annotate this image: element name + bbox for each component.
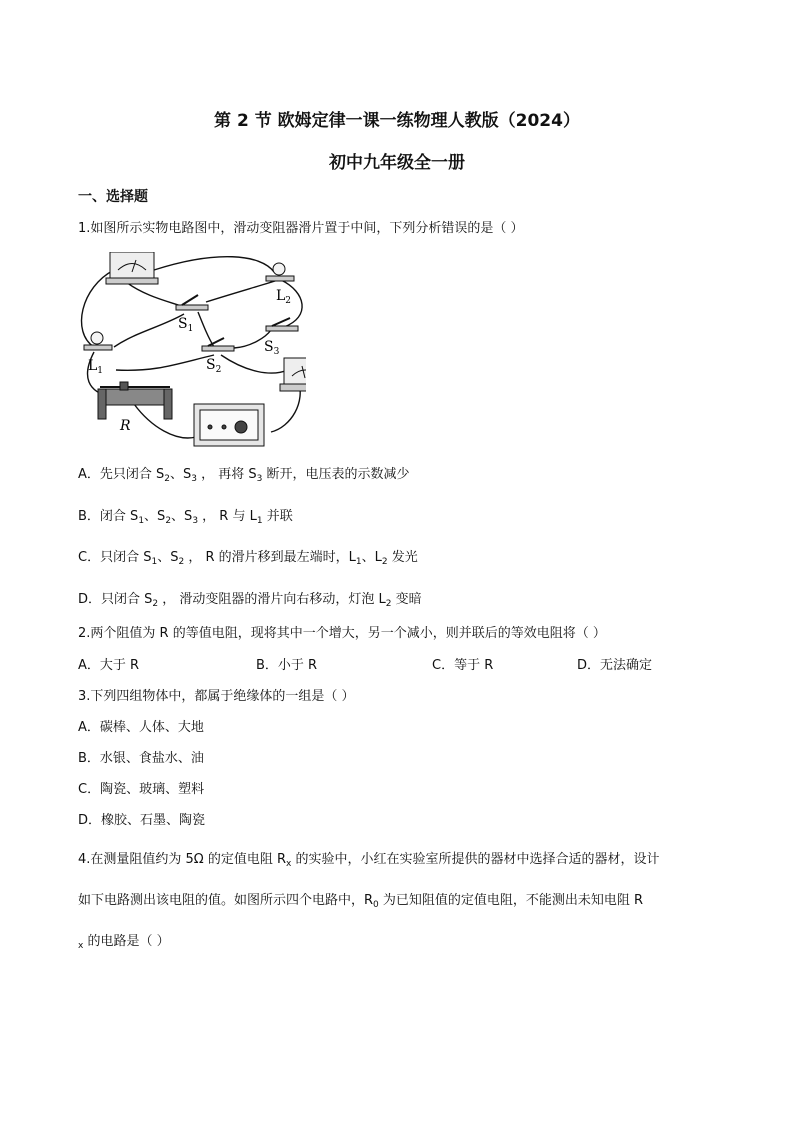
l2-label: $L_2$ <box>276 288 292 306</box>
q1-option-c[interactable]: C．只闭合 $S_1$、$S_2$ ， R 的滑片移到最左端时，$L_1$、$L_2$ 发光 <box>78 550 418 567</box>
q3-stem: 3.下列四组物体中，都属于绝缘体的一组是（ ） <box>78 689 355 704</box>
s1-label: $S_1$ <box>178 316 194 334</box>
q3-option-b[interactable]: B．水银、食盐水、油 <box>78 751 204 766</box>
circuit-figure <box>66 252 306 452</box>
q2-stem: 2.两个阻值为 R 的等值电阻，现将其中一个增大，另一个减小，则并联后的等效电阻将（ ） <box>78 626 606 641</box>
q4-stem-line3: $_x$ 的电路是（ ） <box>78 934 170 951</box>
q4-stem-line2: 如下电路测出该电阻的值。如图所示四个电路中，$R_0$ 为已知阻值的定值电阻，不能测出未知电阻 R <box>78 893 644 910</box>
section-heading: 一、选择题 <box>78 189 148 205</box>
page-subtitle: 初中九年级全一册 <box>329 153 465 173</box>
l1-label: $L_1$ <box>88 358 104 376</box>
page-title: 第 2 节 欧姆定律一课一练物理人教版（2024） <box>214 111 580 131</box>
q2-option-c[interactable]: C．等于 R <box>432 658 494 673</box>
r-label: R <box>120 418 131 434</box>
q2-option-b[interactable]: B．小于 R <box>256 658 318 673</box>
q1-option-d[interactable]: D．只闭合 $S_2$ ， 滑动变阻器的滑片向右移动，灯泡 $L_2$ 变暗 <box>78 592 422 609</box>
q1-option-b[interactable]: B．闭合 $S_1$、$S_2$、$S_3$ ， R 与 $L_1$ 并联 <box>78 509 293 526</box>
q4-stem-line1: 4.在测量阻值约为 5Ω 的定值电阻 $R_x$ 的实验中，小红在实验室所提供的器材中选择合适的器材，设计 <box>78 852 660 869</box>
q1-stem: 1.如图所示实物电路图中，滑动变阻器滑片置于中间，下列分析错误的是（ ） <box>78 221 524 236</box>
q1-option-a[interactable]: A．先只闭合 $S_2$、$S_3$ ， 再将 $S_3$ 断开，电压表的示数减少 <box>78 467 410 484</box>
q2-option-d[interactable]: D．无法确定 <box>577 658 653 673</box>
q3-option-a[interactable]: A．碳棒、人体、大地 <box>78 720 204 735</box>
q3-option-c[interactable]: C．陶瓷、玻璃、塑料 <box>78 782 205 797</box>
s2-label: $S_2$ <box>206 357 222 375</box>
s3-label: $S_3$ <box>264 339 280 357</box>
q2-option-a[interactable]: A．大于 R <box>78 658 140 673</box>
q3-option-d[interactable]: D．橡胶、石墨、陶瓷 <box>78 813 206 828</box>
